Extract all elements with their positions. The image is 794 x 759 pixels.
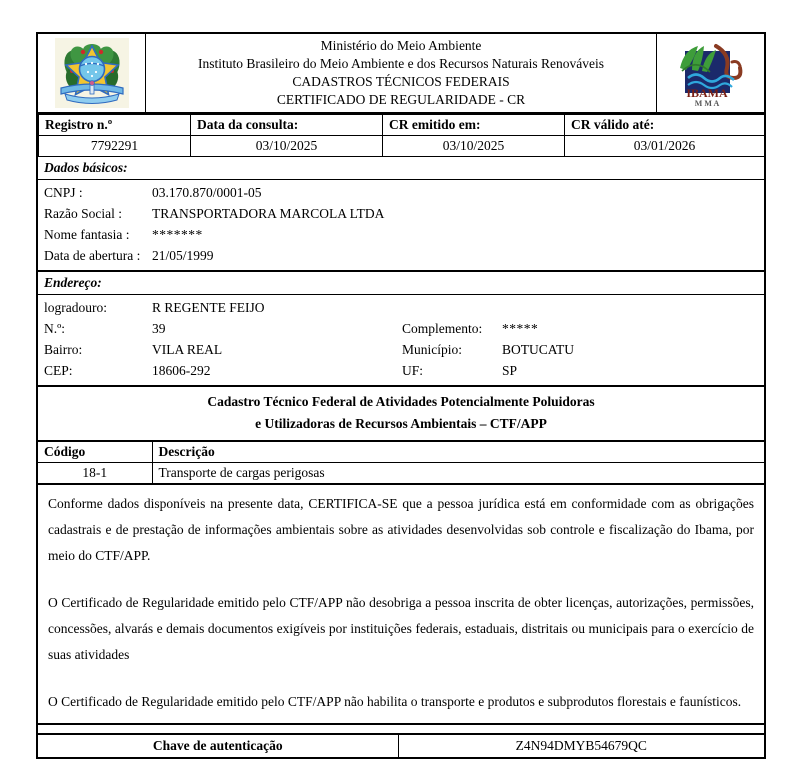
group-bairro — [44, 340, 402, 360]
section-title-endereco: Endereço: — [38, 272, 764, 295]
group-municipio — [402, 340, 758, 360]
registry-value-registro: 7792291 — [39, 136, 191, 157]
authentication-table — [38, 735, 764, 757]
registry-header-cr-valido: CR válido até: — [565, 115, 765, 136]
group-cep — [44, 361, 402, 381]
activity-code: 18-1 — [38, 462, 152, 483]
registry-value-cr-emitido: 03/10/2025 — [383, 136, 565, 157]
authentication-label: Chave de autenticação — [38, 735, 398, 757]
registry-header-registro: Registro n.º — [39, 115, 191, 136]
registry-header-row — [39, 115, 765, 136]
ibama-logo-icon — [672, 38, 750, 108]
header-ministry-line: Ministério do Meio Ambiente — [320, 38, 482, 54]
body-paragraph-3: O Certificado de Regularidade emitido pelo CTF/APP não habilita o transporte e produtos e subprodutos florestais e faunísticos. — [48, 693, 742, 709]
registry-value-row — [39, 136, 765, 157]
ctf-title-line-1: Cadastro Técnico Federal de Atividades Potencialmente Poluidoras — [207, 394, 595, 410]
label-uf: UF: — [402, 362, 424, 378]
dados-basicos-fields — [38, 180, 764, 272]
header-title-group — [146, 34, 656, 112]
header-institute-line: Instituto Brasileiro do Meio Ambiente e dos Recursos Naturais Renováveis — [197, 56, 605, 72]
paragraph-spacer-2 — [48, 669, 754, 689]
value-numero: 39 — [152, 320, 166, 336]
label-cep: CEP: — [44, 362, 73, 378]
ctf-app-title — [38, 387, 764, 440]
label-data-abertura: Data de abertura : — [44, 247, 141, 263]
document-header — [38, 34, 764, 114]
certificate-document — [36, 32, 766, 759]
value-cnpj: 03.170.870/0001-05 — [152, 184, 262, 200]
authentication-row — [38, 735, 764, 757]
activities-header-row — [38, 441, 764, 462]
value-data-abertura: 21/05/1999 — [152, 247, 214, 263]
activity-description: Transporte de cargas perigosas — [152, 462, 764, 483]
registry-table — [38, 114, 765, 157]
field-row-nome-fantasia — [44, 224, 758, 245]
body-paragraph-1: Conforme dados disponíveis na presente data, CERTIFICA-SE que a pessoa jurídica está em conformidade com as obrigações cadastrais e de prestação de informações ambientais sobre as atividades desenvolvidas sob controle e fiscalização do Ibama, por meio do CTF/APP. — [48, 495, 754, 564]
body-paragraph-2: O Certificado de Regularidade emitido pelo CTF/APP não desobriga a pessoa inscrita de obter licenças, autorizações, permissões, concessões, alvarás e demais documentos exigíveis por instituições federais, estaduais, distritais ou municipais para o exercício de suas atividades — [48, 594, 754, 663]
label-numero: N.º: — [44, 320, 66, 336]
coat-of-arms-cell — [38, 34, 146, 112]
footer-spacer — [38, 725, 764, 735]
value-bairro: VILA REAL — [152, 341, 223, 357]
activities-header-codigo: Código — [38, 441, 152, 462]
label-municipio: Município: — [402, 341, 462, 357]
ctf-title-line-2: e Utilizadoras de Recursos Ambientais – CTF/APP — [255, 416, 547, 432]
field-row-logradouro — [44, 297, 758, 318]
activities-table — [38, 441, 764, 484]
mma-wordmark: M M A — [694, 99, 719, 108]
registry-header-data-consulta: Data da consulta: — [191, 115, 383, 136]
ibama-logo-cell — [656, 34, 764, 112]
registry-value-cr-valido: 03/01/2026 — [565, 136, 765, 157]
label-complemento: Complemento: — [402, 320, 483, 336]
endereco-fields — [38, 295, 764, 387]
registry-value-data-consulta: 03/10/2025 — [191, 136, 383, 157]
activities-header-descricao: Descrição — [152, 441, 764, 462]
field-row-razao-social — [44, 203, 758, 224]
table-row — [38, 462, 764, 483]
field-row-bairro-municipio — [44, 339, 758, 360]
certificate-body — [38, 484, 764, 725]
field-row-cnpj — [44, 182, 758, 203]
value-razao-social: TRANSPORTADORA MARCOLA LTDA — [152, 205, 385, 221]
value-cep: 18606-292 — [152, 362, 211, 378]
label-logradouro: logradouro: — [44, 299, 107, 315]
value-nome-fantasia: ******* — [152, 226, 203, 242]
label-razao-social: Razão Social : — [44, 205, 122, 221]
value-complemento: ***** — [502, 320, 539, 336]
group-uf — [402, 361, 758, 381]
section-title-dados-basicos: Dados básicos: — [38, 157, 764, 180]
label-nome-fantasia: Nome fantasia : — [44, 226, 130, 242]
paragraph-spacer-1 — [48, 570, 754, 590]
value-municipio: BOTUCATU — [502, 341, 575, 357]
label-bairro: Bairro: — [44, 341, 83, 357]
label-cnpj: CNPJ : — [44, 184, 83, 200]
group-complemento — [402, 319, 758, 339]
field-row-numero-complemento — [44, 318, 758, 339]
field-row-cep-uf — [44, 360, 758, 381]
ibama-wordmark: IBAMA — [685, 86, 728, 100]
value-logradouro: R REGENTE FEIJO — [152, 299, 265, 315]
brazil-coat-of-arms-icon — [55, 38, 129, 108]
authentication-key: Z4N94DMYB54679QC — [515, 737, 647, 753]
header-certificate-line: CERTIFICADO DE REGULARIDADE - CR — [276, 91, 526, 107]
registry-header-cr-emitido: CR emitido em: — [383, 115, 565, 136]
group-numero — [44, 319, 402, 339]
value-uf: SP — [502, 362, 518, 378]
header-cadastros-line: CADASTROS TÉCNICOS FEDERAIS — [292, 74, 510, 89]
field-row-data-abertura — [44, 245, 758, 266]
